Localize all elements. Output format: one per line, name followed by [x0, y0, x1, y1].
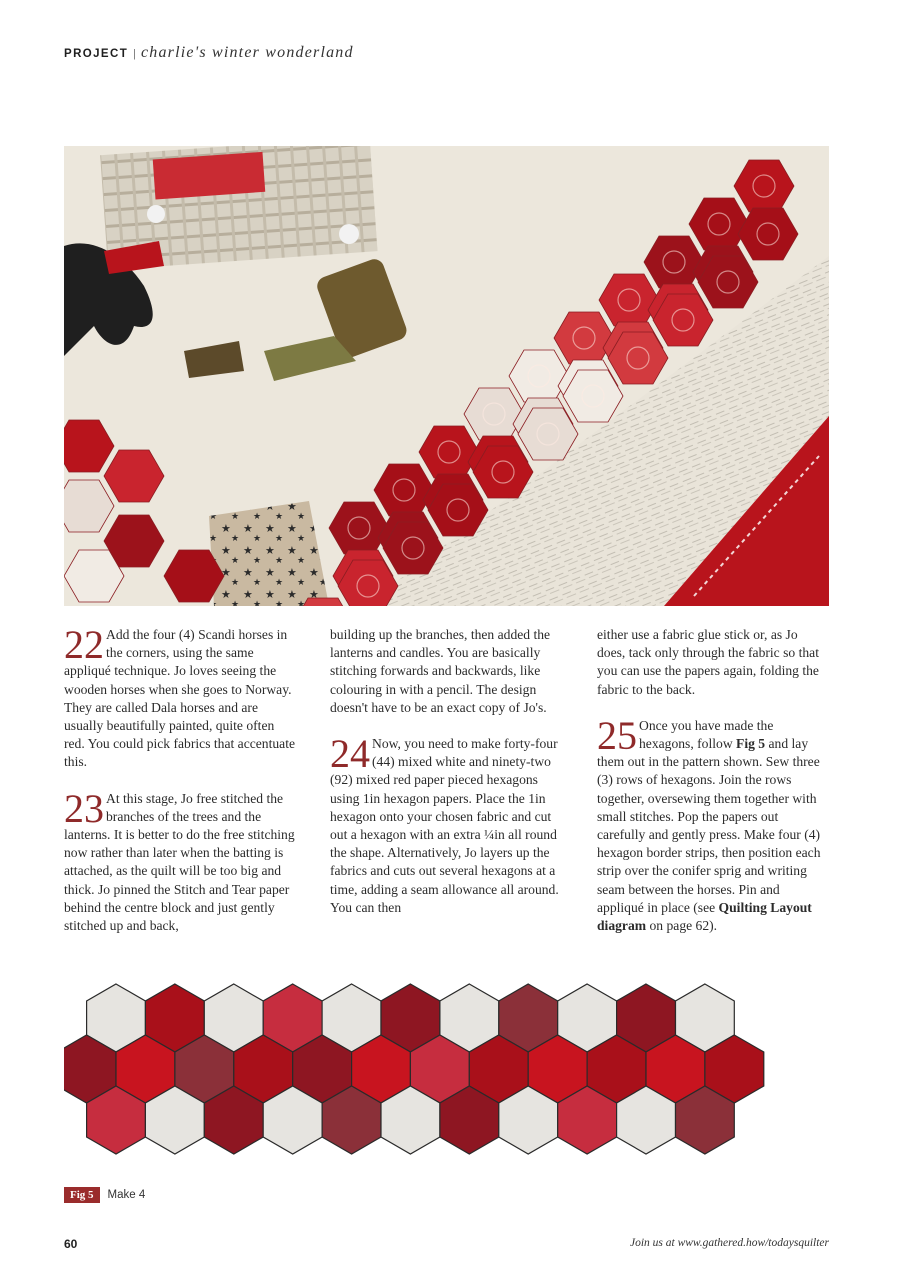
step-text: and lay them out in the pattern shown. Sew three (3) rows of hexagons. Join the rows together, oversewing them together with small stitches. Pop the papers out carefully and gently press. Make four (4) hexagon border strips, then position each strip over the conifer sprig and writing seam between the horses. Pin and appliqué in place (see	[597, 736, 821, 915]
step-23-continued	[330, 626, 562, 717]
step-text: At this stage, Jo free stitched the branches of the trees and the lanterns. It is better to do the free stitching now rather than later when the batting is attached, as the quilt will be too big and thick. Jo pinned the Stitch and Tear paper behind the centre block and just gently stitched up and back,	[64, 790, 295, 934]
red-window	[153, 152, 266, 200]
star-print-stocking	[209, 501, 329, 606]
text-column-1	[64, 622, 296, 953]
step-number: 24	[330, 731, 370, 777]
figure-caption	[64, 1186, 145, 1204]
diagram-reference: Quilting Layout diagram	[597, 899, 812, 934]
step-25	[597, 712, 829, 935]
fig-5-hexagon-diagram	[64, 980, 829, 1170]
quilt-detail-photo	[64, 146, 829, 606]
snow-pompom	[339, 224, 359, 244]
quilt-photo-illustration	[64, 146, 829, 606]
footer-url: Join us at www.gathered.how/todaysquilter	[629, 1237, 829, 1249]
text-column-3	[597, 626, 829, 953]
instructions-text	[64, 622, 829, 966]
step-text: building up the branches, then added the lanterns and candles. You are basically stitching forwards and backwards, like colouring in with a pencil. The design doesn't have to be an exact copy of Jo's.	[330, 627, 551, 715]
figure-reference: Fig 5	[736, 736, 766, 752]
step-number: 22	[64, 622, 104, 667]
step-22	[64, 622, 296, 772]
snow-pompom-2	[147, 205, 165, 223]
step-text: Now, you need to make forty-four (44) mixed white and ninety-two (92) mixed red paper pieced hexagons using 1in hexagon papers. Place the 1in hexagon onto your chosen fabric and cut out a hexagon with an extra ¼in all round the shape. Alternatively, Jo layers up the fabrics and cuts out several hexagons at a time, adding a seam allowance all around. You can then	[330, 736, 559, 915]
figure-badge: Fig 5	[64, 1187, 100, 1203]
section-label: PROJECT	[64, 48, 129, 60]
step-text: either use a fabric glue stick or, as Jo does, tack only through the fabric so that you can use the papers again, folding the fabric to the back.	[597, 627, 819, 697]
page-number: 60	[64, 1237, 78, 1251]
step-24-continued	[597, 626, 829, 699]
step-text: Once you have made the hexagons, follow	[639, 717, 774, 752]
project-title: charlie's winter wonderland	[140, 44, 354, 61]
caption-text: Make 4	[107, 1189, 146, 1201]
text-column-2	[330, 626, 562, 935]
step-number: 23	[64, 785, 104, 831]
step-23	[64, 785, 296, 936]
running-header	[64, 44, 354, 64]
step-number: 25	[597, 712, 637, 758]
step-text: on page 62).	[646, 918, 718, 934]
hexagon-strip-diagram	[64, 980, 829, 1170]
step-text: Add the four (4) Scandi horses in the corners, using the same appliqué technique. Jo loves seeing the wooden horses when she goes to Norway. They are called Dala horses and are usually beautifully painted, quite often red. You could pick fabrics that accentuate this.	[64, 627, 296, 770]
step-24	[330, 731, 562, 917]
header-separator: |	[133, 48, 136, 60]
